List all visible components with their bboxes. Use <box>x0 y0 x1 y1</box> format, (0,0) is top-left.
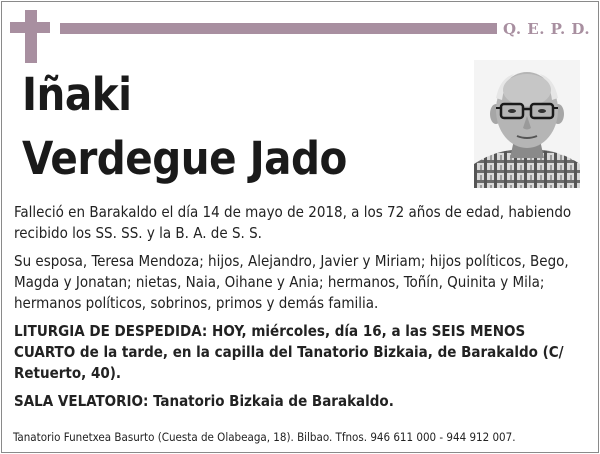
family-paragraph: Su esposa, Teresa Mendoza; hijos, Alejandro, Javier y Miriam; hijos políticos, Bego, Magda y Jonatan; nietas, Naia, Oihane y Ania; hermanos, Toñín, Quinita y Mila; hermanos políticos, sobrinos, primos y demás familia. <box>14 252 569 312</box>
wake-room-paragraph: SALA VELATORIO: Tanatorio Bizkaia de Barakaldo. <box>14 392 394 410</box>
deceased-photo <box>474 60 580 188</box>
death-notice-paragraph: Falleció en Barakaldo el día 14 de mayo de 2018, a los 72 años de edad, habiendo recibido los SS. SS. y la B. A. de S. S. <box>14 203 572 242</box>
funeral-home-footer: Tanatorio Funetxea Basurto (Cuesta de Olabeaga, 18). Bilbao. Tfnos. 946 611 000 - 944 912 007. <box>13 430 516 444</box>
deceased-first-name: Iñaki <box>22 68 132 121</box>
header-rule <box>60 23 497 34</box>
qepd-label: Q. E. P. D. <box>503 20 591 38</box>
deceased-surnames: Verdegue Jado <box>22 132 347 185</box>
liturgy-paragraph: LITURGIA DE DESPEDIDA: HOY, miércoles, día 16, a las SEIS MENOS CUARTO de la tarde, en la capilla del Tanatorio Bizkaia, de Barakaldo (C/ Retuerto, 40). <box>14 322 564 382</box>
